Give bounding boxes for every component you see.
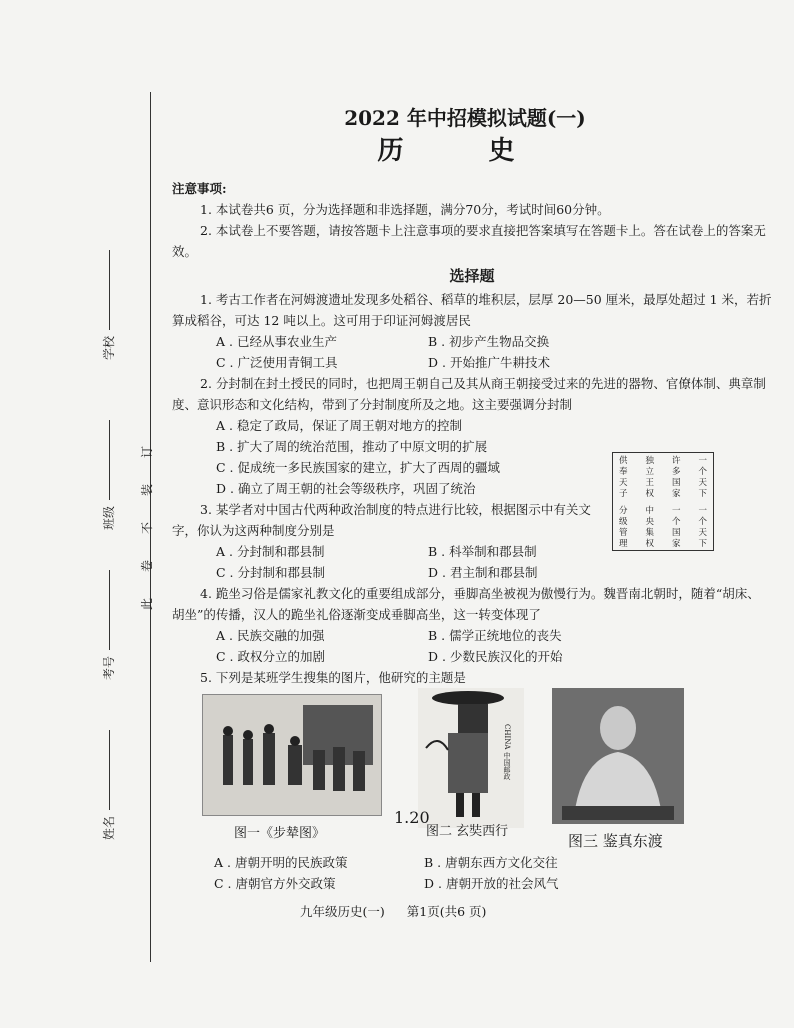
option-a: A . 分封制和郡县制	[216, 544, 325, 559]
option-d: D . 确立了周王朝的社会等级秩序，巩固了统治	[216, 481, 476, 496]
question-1-options	[172, 331, 772, 352]
option-d: D . 开始推广牛耕技术	[428, 355, 550, 370]
bunian-painting-image	[202, 694, 382, 816]
option-c: C . 唐朝官方外交政策	[214, 876, 336, 891]
option-b: B . 初步产生物品交换	[428, 334, 550, 349]
question-3-options-row2	[172, 562, 772, 583]
name-field: 姓名	[100, 730, 117, 840]
option-d: D . 唐朝开放的社会风气	[424, 876, 559, 891]
options-row	[214, 852, 634, 873]
question-5-stem: 5. 下列是某班学生搜集的图片，他研究的主题是	[200, 670, 466, 685]
section-title: 选择题	[449, 267, 495, 285]
q3-diagram-bottom	[613, 503, 713, 553]
diagram-col: 许 多 国 家	[671, 456, 681, 499]
q5-images	[200, 688, 700, 850]
option-c: C . 广泛使用青铜工具	[216, 355, 338, 370]
option-b: B . 儒学正统地位的丧失	[428, 628, 562, 643]
footer-page: 第1页(共6 页)	[406, 904, 487, 919]
stamp-value: 1.20	[394, 808, 430, 827]
question-4-options	[172, 625, 772, 646]
question-4-stem: 4. 跪坐习俗是儒家礼教文化的重要组成部分，垂脚高坐被视为傲慢行为。魏晋南北朝时，随着“胡床、胡坐”的传播，汉人的跪坐礼俗逐渐变成垂脚高坐，这一转变体现了	[172, 586, 760, 622]
question-3-stem: 3. 某学者对中国古代两种政治制度的特点进行比较，根据图示中有关文字，你认为这两种制度分别是	[172, 502, 591, 538]
stamp-text: CHINA 中国邮政	[503, 724, 511, 780]
caption-fig3: 图三 鉴真东渡	[568, 832, 663, 850]
xuanzang-stamp-image	[394, 688, 524, 828]
option-b: B . 唐朝东西方文化交往	[424, 855, 558, 870]
jianzhen-statue-image	[552, 688, 684, 824]
class-field: 班级	[100, 420, 117, 530]
diagram-col: 供 奉 天 子	[619, 456, 628, 499]
option-a: A . 已经从事农业生产	[216, 334, 337, 349]
option-c: C . 促成统一多民族国家的建立，扩大了西周的疆域	[216, 460, 500, 475]
notice-heading: 注意事项:	[172, 181, 227, 196]
diagram-col: 一 个 天 下	[698, 456, 707, 499]
diagram-col: 分 级 管 理	[619, 506, 628, 549]
caption-fig2: 图二 玄奘西行	[426, 824, 509, 839]
diagram-col: 一 个 国 家	[671, 506, 681, 549]
exam-no-field: 考号	[100, 570, 117, 680]
notice-item: 1. 本试卷共6 页，分为选择题和非选择题，满分70分，考试时间60分钟。	[200, 202, 610, 217]
question-4-options-row2	[172, 646, 772, 667]
question-1-stem: 1. 考古工作者在河姆渡遗址发现多处稻谷、稻草的堆积层，层厚 20—50 厘米，最厚处超过 1 米，若折算成稻谷，可达 12 吨以上。这可用于印证河姆渡居民	[172, 292, 772, 328]
diagram-col: 中 央 集 权	[645, 506, 654, 549]
diagram-col: 独 立 王 权	[645, 456, 654, 499]
option-a: A . 稳定了政局，保证了周王朝对地方的控制	[216, 418, 462, 433]
binding-sidebar	[70, 240, 154, 860]
option-a: A . 唐朝开明的民族政策	[214, 855, 348, 870]
option-b: B . 扩大了周的统治范围，推动了中原文明的扩展	[216, 439, 488, 454]
q3-diagram	[612, 452, 714, 551]
option-d: D . 少数民族汉化的开始	[428, 649, 563, 664]
footer-grade: 九年级历史(一)	[300, 904, 385, 919]
option-c: C . 分封制和郡县制	[216, 565, 325, 580]
options-row	[214, 873, 634, 894]
diagram-col: 一 个 天 下	[698, 506, 707, 549]
school-field: 学校	[100, 250, 117, 360]
question-5-options	[214, 852, 634, 894]
exam-title: 2022 年中招模拟试题(一)	[344, 106, 586, 130]
page-footer	[300, 902, 620, 920]
seal-text: 此卷不装订	[140, 419, 154, 610]
option-c: C . 政权分立的加剧	[216, 649, 325, 664]
exam-content	[172, 178, 772, 688]
option-d: D . 君主制和郡县制	[428, 565, 538, 580]
caption-fig1: 图一《步辇图》	[234, 826, 326, 841]
question-1-options-row2	[172, 352, 772, 373]
q3-diagram-top	[613, 453, 713, 503]
notice-item: 2. 本试卷上不要答题，请按答题卡上注意事项的要求直接把答案填写在答题卡上。答在试卷上的答案无效。	[172, 223, 766, 259]
option-b: B . 科举制和郡县制	[428, 544, 537, 559]
option-a: A . 民族交融的加强	[216, 628, 325, 643]
subject-title: 历 史	[377, 136, 553, 166]
question-2-stem: 2. 分封制在封土授民的同时，也把周王朝自己及其从商王朝接受过来的先进的器物、官僚体制、典章制度、意识形态和文化结构，带到了分封制度所及之地。这主要强调分封制	[172, 376, 766, 412]
